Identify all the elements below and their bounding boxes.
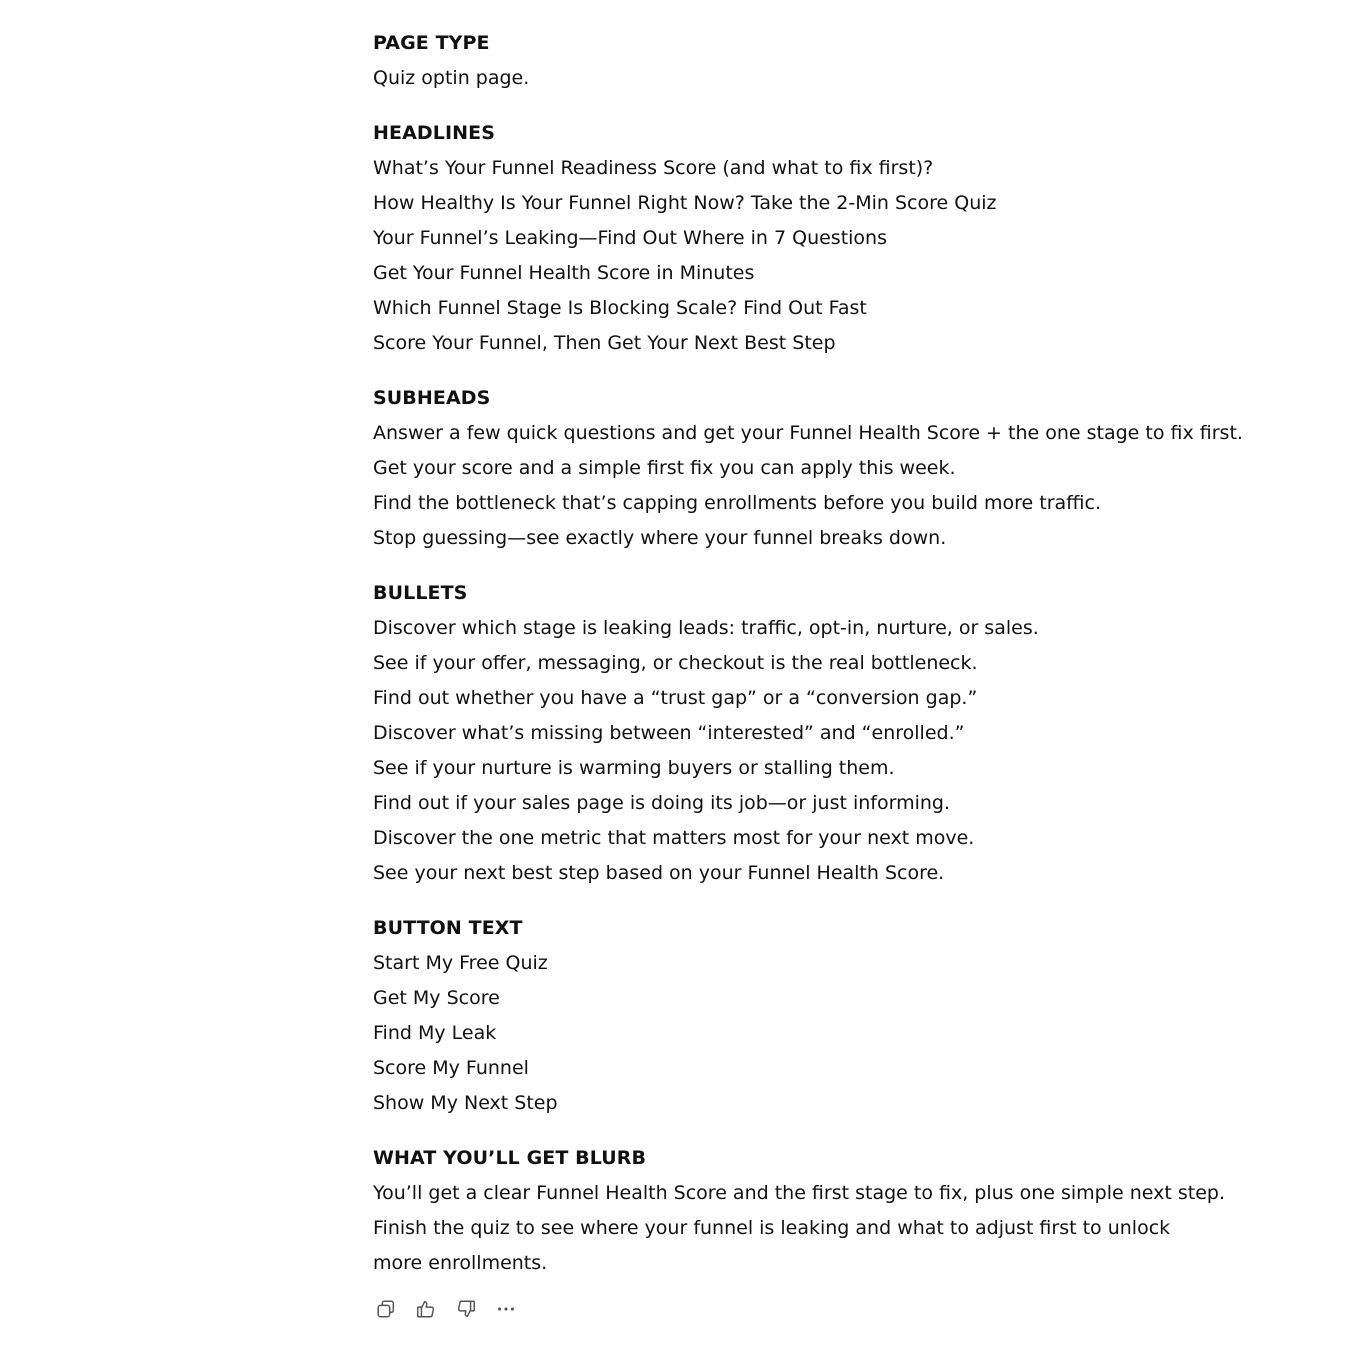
thumbs-up-icon bbox=[415, 1298, 437, 1320]
message-actions bbox=[373, 1296, 533, 1322]
section-line: Find the bottleneck that’s capping enrollments before you build more traffic. bbox=[373, 492, 1102, 514]
thumbs-up-button[interactable] bbox=[413, 1296, 439, 1322]
section-line: See your next best step based on your Funnel Health Score. bbox=[373, 862, 945, 884]
section-line: See if your nurture is warming buyers or stalling them. bbox=[373, 757, 895, 779]
message-content bbox=[373, 26, 1293, 1301]
section-line: You’ll get a clear Funnel Health Score and the first stage to fix, plus one simple next step. bbox=[373, 1182, 1226, 1204]
section-line: Stop guessing—see exactly where your funnel breaks down. bbox=[373, 527, 947, 549]
section-line: Score Your Funnel, Then Get Your Next Best Step bbox=[373, 332, 836, 354]
section-title: SUBHEADS bbox=[373, 387, 491, 409]
section-bullets bbox=[373, 576, 1293, 891]
copy-button[interactable] bbox=[373, 1296, 399, 1322]
section-line: Find out whether you have a “trust gap” or a “conversion gap.” bbox=[373, 687, 978, 709]
section-line: Get Your Funnel Health Score in Minutes bbox=[373, 262, 755, 284]
section-line: How Healthy Is Your Funnel Right Now? Take the 2-Min Score Quiz bbox=[373, 192, 997, 214]
section-title: PAGE TYPE bbox=[373, 32, 490, 54]
section-title: BULLETS bbox=[373, 582, 468, 604]
section-line: Show My Next Step bbox=[373, 1092, 558, 1114]
section-line: Start My Free Quiz bbox=[373, 952, 548, 974]
section-line: Your Funnel’s Leaking—Find Out Where in 7 Questions bbox=[373, 227, 887, 249]
section-title: BUTTON TEXT bbox=[373, 917, 523, 939]
section-line: Discover the one metric that matters most for your next move. bbox=[373, 827, 975, 849]
section-line: Discover which stage is leaking leads: traffic, opt-in, nurture, or sales. bbox=[373, 617, 1039, 639]
section-line: See if your offer, messaging, or checkout is the real bottleneck. bbox=[373, 652, 978, 674]
section-line: Find out if your sales page is doing its job—or just informing. bbox=[373, 792, 951, 814]
more-options-button[interactable] bbox=[493, 1296, 519, 1322]
section-line: Get your score and a simple first fix you can apply this week. bbox=[373, 457, 956, 479]
section-line: Get My Score bbox=[373, 987, 500, 1009]
section-subheads bbox=[373, 381, 1293, 556]
section-title: HEADLINES bbox=[373, 122, 495, 144]
section-headlines bbox=[373, 116, 1293, 361]
section-line: Score My Funnel bbox=[373, 1057, 529, 1079]
section-button-text bbox=[373, 911, 1293, 1121]
more-options-icon bbox=[495, 1298, 517, 1320]
thumbs-down-icon bbox=[455, 1298, 477, 1320]
section-line: Quiz optin page. bbox=[373, 67, 530, 89]
section-title: WHAT YOU’LL GET BLURB bbox=[373, 1147, 647, 1169]
section-what-youll-get-blurb bbox=[373, 1141, 1293, 1281]
copy-icon bbox=[375, 1298, 397, 1320]
section-line: Answer a few quick questions and get your Funnel Health Score + the one stage to fix first. bbox=[373, 422, 1243, 444]
section-page-type bbox=[373, 26, 1293, 96]
thumbs-down-button[interactable] bbox=[453, 1296, 479, 1322]
section-line: What’s Your Funnel Readiness Score (and what to fix first)? bbox=[373, 157, 934, 179]
section-line: Find My Leak bbox=[373, 1022, 497, 1044]
section-line: Which Funnel Stage Is Blocking Scale? Find Out Fast bbox=[373, 297, 867, 319]
section-line: Discover what’s missing between “interested” and “enrolled.” bbox=[373, 722, 965, 744]
section-line: Finish the quiz to see where your funnel is leaking and what to adjust first to unlock more enrollments. bbox=[373, 1217, 1171, 1274]
